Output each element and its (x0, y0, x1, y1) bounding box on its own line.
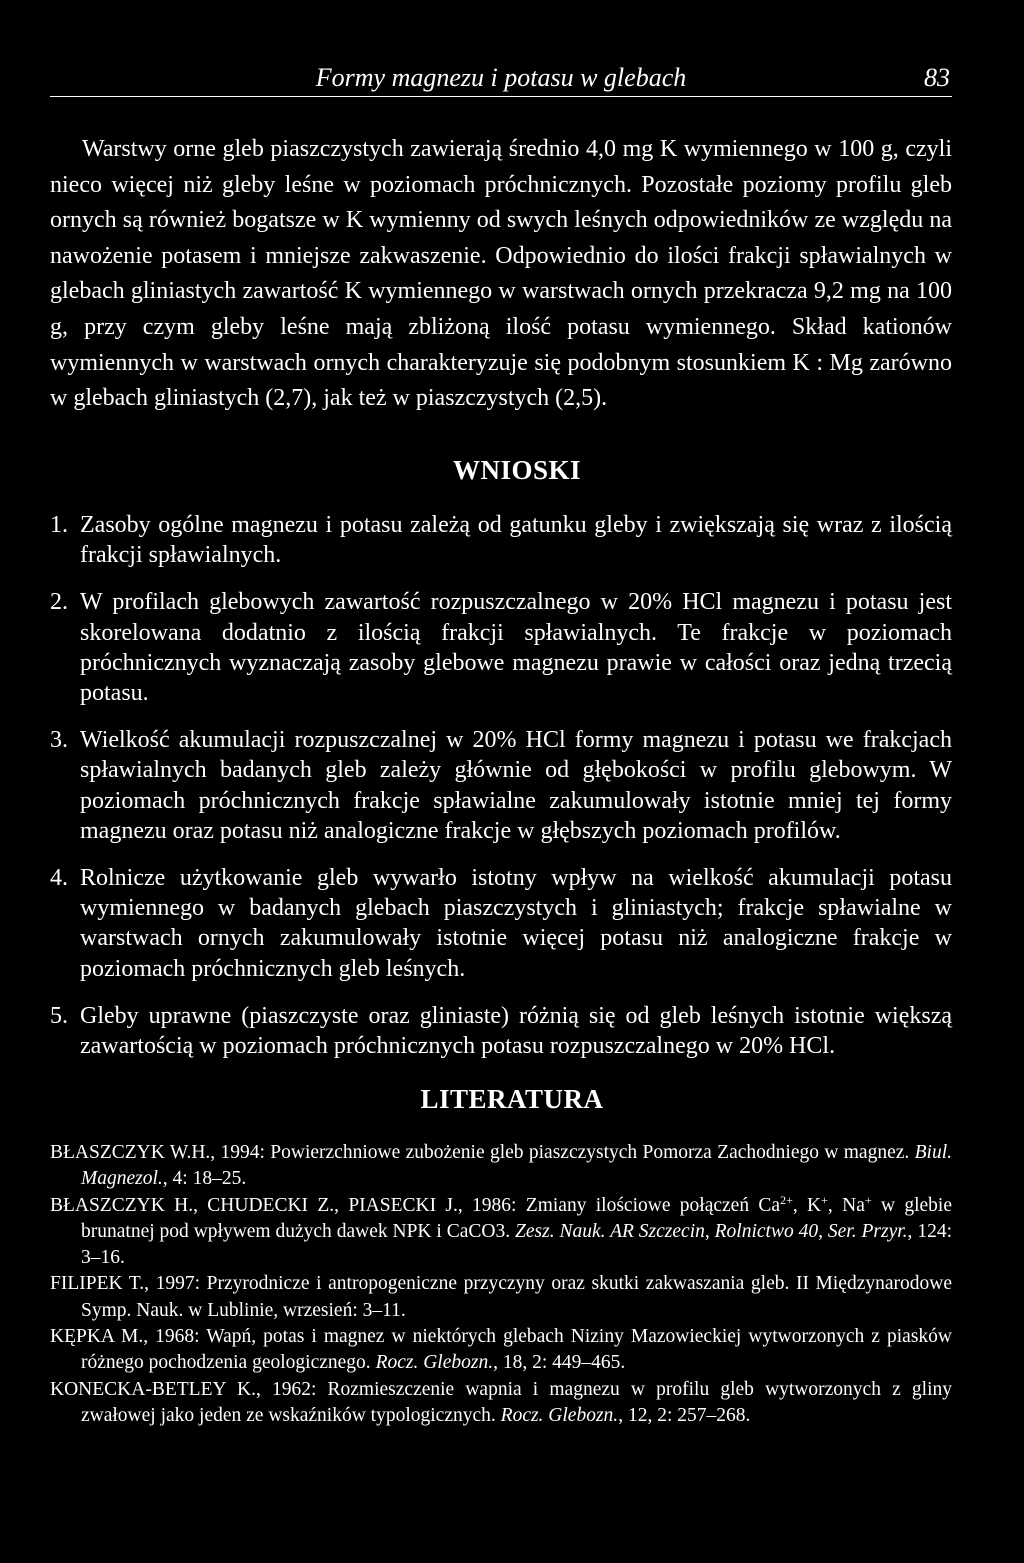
conclusion-text: Wielkość akumulacji rozpuszczalnej w 20% HCl formy magnezu i potasu we frakcjach spławialnych badanych gleb zależy głównie od głębokości w profilu glebowym. W poziomach próchnicznych frakcje spławialne zakumulowały istotnie mniej tej formy magnezu oraz potasu niż analogiczne frakcje w głębszych poziomach profilów. (80, 727, 952, 844)
reference-item (50, 1324, 952, 1377)
reference-item (50, 1271, 952, 1324)
reference-item (50, 1377, 952, 1430)
references-heading: LITERATURA (420, 1084, 604, 1114)
reference-journal: Biul. Magnezol. (81, 1142, 952, 1190)
conclusion-item (50, 587, 952, 708)
conclusion-item (50, 510, 952, 570)
conclusion-number: 4. (50, 865, 68, 892)
conclusion-text: Rolnicze użytkowanie gleb wywarło istotny wpływ na wielkość akumulacji potasu wymiennego w badanych glebach piaszczystych i gliniastych; frakcje spławialne w warstwach ornych zakumulowały istotnie więcej potasu niż analogiczne frakcje w poziomach próchnicznych gleb leśnych. (80, 865, 952, 982)
reference-text: KONECKA-BETLEY K., 1962: Rozmieszczenie wapnia i magnezu w profilu gleb wytworzonych z gliny zwałowej jako jeden ze wskaźników typologicznych. (50, 1378, 952, 1426)
ion-charge: 2+ (780, 1192, 793, 1207)
conclusion-number: 5. (50, 1002, 68, 1029)
reference-journal: Zesz. Nauk. AR Szczecin, Rolnictwo 40, Ser. Przyr. (515, 1220, 908, 1242)
running-title: Formy magnezu i potasu w glebach (315, 63, 687, 92)
ion-charge: + (821, 1192, 828, 1207)
reference-text: BŁASZCZYK W.H., 1994: Powierzchniowe zubożenie gleb piaszczystych Pomorza Zachodniego w magnez. (50, 1142, 915, 1163)
conclusion-number: 2. (50, 589, 68, 616)
reference-text: KĘPKA M., 1968: Wapń, potas i magnez w niektórych glebach Niziny Mazowieckiej wytworzonych z piasków różnego pochodzenia geologicznego. (50, 1326, 952, 1374)
reference-item (50, 1193, 952, 1272)
conclusion-number: 1. (50, 512, 68, 538)
reference-item (50, 1140, 952, 1193)
references-list (50, 1140, 952, 1429)
reference-details: , 124: 3–16. (81, 1220, 952, 1269)
reference-text: BŁASZCZYK H., CHUDECKI Z., PIASECKI J., 1986: Zmiany ilościowe połączeń Ca (50, 1194, 781, 1216)
conclusion-item (50, 863, 952, 984)
conclusions-list (50, 510, 952, 1061)
body-paragraph: Warstwy orne gleb piaszczystych zawierają średnio 4,0 mg K wymiennego w 100 g, czyli nieco więcej niż gleby leśne w poziomach próchnicznych. Pozostałe poziomy profilu gleb ornych są również bogatsze w K wymienny od swych leśnych odpowiedników ze względu na nawożenie potasem i mniejsze zakwaszenie. Odpowiednio do ilości frakcji spławialnych w glebach gliniastych zawartość K wymiennego w warstwach ornych przekracza 9,2 mg na 100 g, przy czym gleby leśne mają zbliżoną ilość potasu wymiennego. Skład kationów wymiennych w warstwach ornych charakteryzuje się podobnym stosunkiem K : Mg zarówno w glebach gliniastych (2,7), jak też w piaszczystych (2,5). (50, 136, 952, 412)
reference-journal: Rocz. Glebozn. (500, 1404, 619, 1426)
reference-journal: Rocz. Glebozn. (375, 1352, 494, 1374)
conclusion-item (50, 725, 952, 846)
reference-details: , 4: 18–25. (162, 1168, 247, 1190)
conclusion-item (50, 1001, 952, 1061)
reference-details: , 18, 2: 449–465. (493, 1352, 626, 1374)
conclusion-text: W profilach glebowych zawartość rozpuszczalnego w 20% HCl magnezu i potasu jest skorelowana dodatnio z ilością frakcji spławialnych. Te frakcje w poziomach próchnicznych wyznaczają zasoby glebowe magnezu prawie w całości oraz jedną trzecią potasu. (80, 589, 952, 707)
reference-details: , 12, 2: 257–268. (618, 1404, 751, 1426)
conclusions-heading: WNIOSKI (452, 455, 582, 485)
reference-text: FILIPEK T., 1997: Przyrodnicze i antropogeniczne przyczyny oraz skutki zakwaszania gleb. II Międzynarodowe Symp. Nauk. w Lublinie, wrzesień: 3–11. (50, 1273, 952, 1321)
conclusion-text: Zasoby ogólne magnezu i potasu zależą od gatunku gleby i zwiększają się wraz z ilością frakcji spławialnych. (80, 512, 952, 569)
page-number: 83 (924, 63, 950, 92)
conclusion-text: Gleby uprawne (piaszczyste oraz gliniaste) różnią się od gleb leśnych istotnie większą zawartością w poziomach próchnicznych potasu rozpuszczalnego w 20% HCl. (80, 1002, 952, 1060)
reference-text: , Na (827, 1194, 865, 1216)
conclusion-number: 3. (50, 727, 68, 754)
reference-text: w glebie brunatnej pod wpływem dużych dawek NPK i CaCO3. (81, 1194, 952, 1242)
running-header (50, 62, 952, 97)
reference-text: , K (792, 1194, 822, 1216)
ion-charge: + (864, 1192, 872, 1207)
